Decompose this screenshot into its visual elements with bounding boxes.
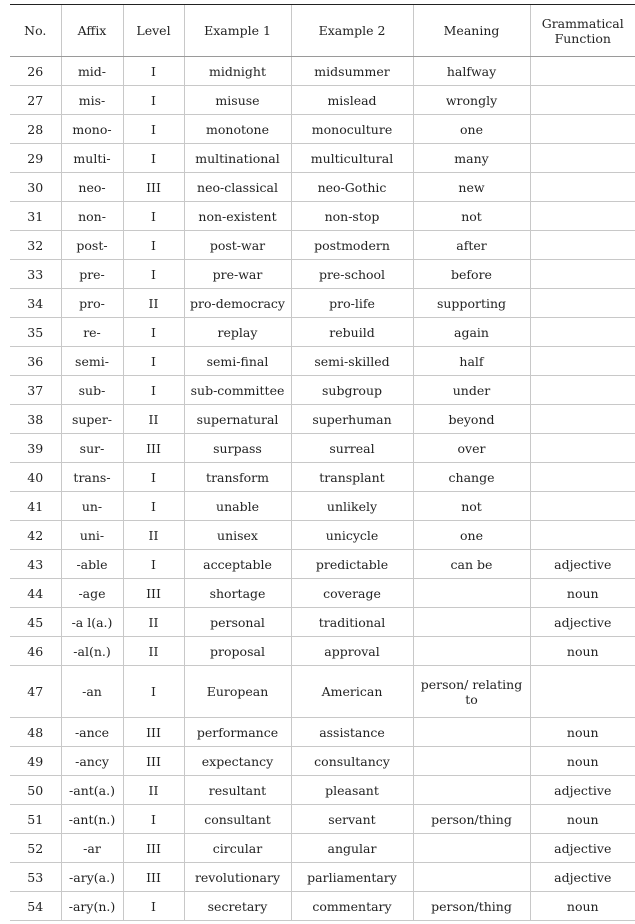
table-row (10, 608, 635, 637)
cell-example-1: post-war (184, 231, 291, 260)
cell-example-1: consultant (184, 805, 291, 834)
cell-affix: super- (61, 405, 123, 434)
table-row (10, 202, 635, 231)
header-example-1: Example 1 (184, 5, 291, 57)
cell-level: I (123, 57, 184, 86)
cell-affix: pre- (61, 260, 123, 289)
cell-level: I (123, 376, 184, 405)
cell-affix: -ancy (61, 747, 123, 776)
cell-no: 29 (10, 144, 61, 173)
cell-level: III (123, 718, 184, 747)
cell-example-1: acceptable (184, 550, 291, 579)
cell-example-2: pro-life (291, 289, 413, 318)
cell-example-2: pleasant (291, 776, 413, 805)
cell-meaning: over (413, 434, 530, 463)
cell-grammatical-function (530, 405, 635, 434)
cell-grammatical-function: noun (530, 579, 635, 608)
table-body (10, 57, 635, 921)
cell-meaning: new (413, 173, 530, 202)
cell-example-2: angular (291, 834, 413, 863)
cell-level: II (123, 289, 184, 318)
cell-no: 28 (10, 115, 61, 144)
cell-grammatical-function: noun (530, 805, 635, 834)
cell-affix: trans- (61, 463, 123, 492)
table-row (10, 579, 635, 608)
cell-level: I (123, 347, 184, 376)
table-row (10, 115, 635, 144)
cell-grammatical-function (530, 492, 635, 521)
table-row (10, 834, 635, 863)
cell-affix: -ary(a.) (61, 863, 123, 892)
cell-affix: mono- (61, 115, 123, 144)
cell-affix: non- (61, 202, 123, 231)
cell-affix: sub- (61, 376, 123, 405)
cell-no: 49 (10, 747, 61, 776)
cell-example-2: traditional (291, 608, 413, 637)
table-row (10, 550, 635, 579)
header-grammatical-function: Grammatical Function (530, 5, 635, 57)
cell-grammatical-function: noun (530, 747, 635, 776)
cell-example-1: proposal (184, 637, 291, 666)
cell-no: 42 (10, 521, 61, 550)
cell-example-2: consultancy (291, 747, 413, 776)
cell-level: III (123, 173, 184, 202)
table-row (10, 318, 635, 347)
cell-affix: -al(n.) (61, 637, 123, 666)
cell-example-1: resultant (184, 776, 291, 805)
cell-level: III (123, 747, 184, 776)
cell-meaning: beyond (413, 405, 530, 434)
cell-meaning: change (413, 463, 530, 492)
table-row (10, 463, 635, 492)
cell-no: 46 (10, 637, 61, 666)
table-row (10, 637, 635, 666)
cell-meaning: can be (413, 550, 530, 579)
cell-example-1: semi-final (184, 347, 291, 376)
cell-no: 33 (10, 260, 61, 289)
cell-example-1: sub-committee (184, 376, 291, 405)
cell-example-2: postmodern (291, 231, 413, 260)
cell-grammatical-function (530, 260, 635, 289)
cell-grammatical-function (530, 434, 635, 463)
cell-level: I (123, 86, 184, 115)
table-row (10, 347, 635, 376)
table-header (10, 5, 635, 57)
header-example-2: Example 2 (291, 5, 413, 57)
cell-example-1: monotone (184, 115, 291, 144)
cell-meaning: person/thing (413, 892, 530, 921)
cell-meaning: halfway (413, 57, 530, 86)
cell-grammatical-function (530, 115, 635, 144)
cell-meaning: before (413, 260, 530, 289)
cell-example-2: rebuild (291, 318, 413, 347)
table-row (10, 492, 635, 521)
cell-meaning: again (413, 318, 530, 347)
cell-affix: -ar (61, 834, 123, 863)
cell-no: 50 (10, 776, 61, 805)
table-row (10, 666, 635, 718)
cell-level: II (123, 405, 184, 434)
cell-no: 30 (10, 173, 61, 202)
cell-level: I (123, 666, 184, 718)
cell-grammatical-function (530, 347, 635, 376)
cell-no: 44 (10, 579, 61, 608)
cell-no: 39 (10, 434, 61, 463)
cell-level: I (123, 231, 184, 260)
table-row (10, 144, 635, 173)
cell-affix: multi- (61, 144, 123, 173)
cell-meaning (413, 776, 530, 805)
cell-affix: mid- (61, 57, 123, 86)
cell-no: 41 (10, 492, 61, 521)
cell-meaning: wrongly (413, 86, 530, 115)
cell-meaning (413, 579, 530, 608)
cell-example-2: subgroup (291, 376, 413, 405)
cell-level: I (123, 144, 184, 173)
header-row (10, 5, 635, 57)
cell-no: 45 (10, 608, 61, 637)
table-row (10, 776, 635, 805)
cell-example-1: supernatural (184, 405, 291, 434)
cell-example-2: superhuman (291, 405, 413, 434)
table-row (10, 173, 635, 202)
table-row (10, 376, 635, 405)
cell-example-2: commentary (291, 892, 413, 921)
cell-example-1: non-existent (184, 202, 291, 231)
cell-level: I (123, 260, 184, 289)
table-row (10, 747, 635, 776)
cell-meaning: person/ relating to (413, 666, 530, 718)
cell-example-1: pro-democracy (184, 289, 291, 318)
cell-grammatical-function (530, 173, 635, 202)
cell-affix: neo- (61, 173, 123, 202)
table-row (10, 863, 635, 892)
cell-example-2: unlikely (291, 492, 413, 521)
cell-example-2: semi-skilled (291, 347, 413, 376)
cell-affix: uni- (61, 521, 123, 550)
cell-example-2: neo-Gothic (291, 173, 413, 202)
cell-level: III (123, 579, 184, 608)
cell-level: III (123, 863, 184, 892)
cell-no: 34 (10, 289, 61, 318)
table-row (10, 718, 635, 747)
cell-example-2: approval (291, 637, 413, 666)
cell-no: 35 (10, 318, 61, 347)
cell-affix: -able (61, 550, 123, 579)
cell-affix: semi- (61, 347, 123, 376)
table-row (10, 57, 635, 86)
cell-example-1: transform (184, 463, 291, 492)
header-meaning: Meaning (413, 5, 530, 57)
cell-grammatical-function (530, 463, 635, 492)
cell-grammatical-function: adjective (530, 863, 635, 892)
cell-no: 32 (10, 231, 61, 260)
cell-example-1: circular (184, 834, 291, 863)
cell-no: 51 (10, 805, 61, 834)
cell-level: II (123, 776, 184, 805)
cell-no: 43 (10, 550, 61, 579)
cell-no: 38 (10, 405, 61, 434)
cell-no: 53 (10, 863, 61, 892)
cell-affix: -an (61, 666, 123, 718)
cell-example-1: shortage (184, 579, 291, 608)
cell-level: II (123, 608, 184, 637)
cell-meaning (413, 834, 530, 863)
cell-grammatical-function: noun (530, 892, 635, 921)
cell-example-2: servant (291, 805, 413, 834)
cell-grammatical-function: noun (530, 718, 635, 747)
cell-affix: -a l(a.) (61, 608, 123, 637)
cell-meaning: not (413, 202, 530, 231)
cell-grammatical-function: adjective (530, 776, 635, 805)
cell-no: 31 (10, 202, 61, 231)
cell-meaning: under (413, 376, 530, 405)
cell-grammatical-function (530, 289, 635, 318)
cell-example-2: predictable (291, 550, 413, 579)
cell-example-1: midnight (184, 57, 291, 86)
cell-affix: -ary(n.) (61, 892, 123, 921)
table-row (10, 892, 635, 921)
cell-affix: re- (61, 318, 123, 347)
cell-grammatical-function (530, 202, 635, 231)
table-row (10, 521, 635, 550)
cell-no: 37 (10, 376, 61, 405)
cell-grammatical-function: adjective (530, 550, 635, 579)
cell-level: I (123, 892, 184, 921)
cell-no: 26 (10, 57, 61, 86)
cell-no: 54 (10, 892, 61, 921)
cell-grammatical-function (530, 144, 635, 173)
cell-example-2: transplant (291, 463, 413, 492)
cell-example-2: non-stop (291, 202, 413, 231)
cell-example-1: replay (184, 318, 291, 347)
cell-grammatical-function (530, 521, 635, 550)
cell-no: 36 (10, 347, 61, 376)
cell-level: III (123, 434, 184, 463)
cell-meaning (413, 863, 530, 892)
header-level: Level (123, 5, 184, 57)
cell-meaning: one (413, 521, 530, 550)
cell-affix: -age (61, 579, 123, 608)
cell-level: I (123, 550, 184, 579)
cell-example-1: surpass (184, 434, 291, 463)
cell-example-1: unisex (184, 521, 291, 550)
cell-level: I (123, 115, 184, 144)
cell-no: 52 (10, 834, 61, 863)
cell-meaning (413, 637, 530, 666)
cell-example-1: personal (184, 608, 291, 637)
cell-affix: pro- (61, 289, 123, 318)
table-row (10, 86, 635, 115)
cell-meaning: after (413, 231, 530, 260)
cell-affix: mis- (61, 86, 123, 115)
cell-example-1: unable (184, 492, 291, 521)
cell-level: II (123, 521, 184, 550)
cell-grammatical-function (530, 666, 635, 718)
cell-level: III (123, 834, 184, 863)
cell-example-2: pre-school (291, 260, 413, 289)
cell-grammatical-function: adjective (530, 608, 635, 637)
cell-example-1: expectancy (184, 747, 291, 776)
cell-example-2: parliamentary (291, 863, 413, 892)
cell-example-2: American (291, 666, 413, 718)
cell-no: 40 (10, 463, 61, 492)
cell-grammatical-function (530, 57, 635, 86)
table-row (10, 289, 635, 318)
affix-table-container (10, 4, 635, 921)
cell-level: I (123, 318, 184, 347)
cell-affix: -ant(n.) (61, 805, 123, 834)
cell-example-1: multinational (184, 144, 291, 173)
cell-example-1: revolutionary (184, 863, 291, 892)
cell-example-2: mislead (291, 86, 413, 115)
cell-meaning (413, 608, 530, 637)
cell-no: 48 (10, 718, 61, 747)
table-row (10, 805, 635, 834)
cell-grammatical-function (530, 231, 635, 260)
cell-meaning: half (413, 347, 530, 376)
cell-no: 27 (10, 86, 61, 115)
cell-grammatical-function (530, 86, 635, 115)
cell-grammatical-function: noun (530, 637, 635, 666)
cell-meaning: many (413, 144, 530, 173)
cell-example-2: assistance (291, 718, 413, 747)
header-affix: Affix (61, 5, 123, 57)
cell-meaning: one (413, 115, 530, 144)
cell-example-2: unicycle (291, 521, 413, 550)
cell-affix: post- (61, 231, 123, 260)
cell-example-1: neo-classical (184, 173, 291, 202)
cell-level: I (123, 492, 184, 521)
cell-meaning (413, 747, 530, 776)
cell-example-2: midsummer (291, 57, 413, 86)
cell-grammatical-function (530, 376, 635, 405)
cell-affix: -ance (61, 718, 123, 747)
cell-affix: sur- (61, 434, 123, 463)
cell-meaning: supporting (413, 289, 530, 318)
affix-table (10, 4, 635, 921)
cell-meaning: person/thing (413, 805, 530, 834)
cell-example-2: surreal (291, 434, 413, 463)
cell-no: 47 (10, 666, 61, 718)
table-row (10, 434, 635, 463)
table-row (10, 231, 635, 260)
cell-meaning (413, 718, 530, 747)
cell-example-1: European (184, 666, 291, 718)
cell-meaning: not (413, 492, 530, 521)
cell-affix: un- (61, 492, 123, 521)
cell-example-1: misuse (184, 86, 291, 115)
cell-grammatical-function (530, 318, 635, 347)
cell-affix: -ant(a.) (61, 776, 123, 805)
cell-example-2: coverage (291, 579, 413, 608)
cell-grammatical-function: adjective (530, 834, 635, 863)
cell-level: I (123, 463, 184, 492)
cell-example-1: pre-war (184, 260, 291, 289)
cell-level: II (123, 637, 184, 666)
cell-level: I (123, 805, 184, 834)
cell-example-2: monoculture (291, 115, 413, 144)
cell-level: I (123, 202, 184, 231)
header-no: No. (10, 5, 61, 57)
table-row (10, 405, 635, 434)
cell-example-1: performance (184, 718, 291, 747)
cell-example-1: secretary (184, 892, 291, 921)
cell-example-2: multicultural (291, 144, 413, 173)
table-row (10, 260, 635, 289)
